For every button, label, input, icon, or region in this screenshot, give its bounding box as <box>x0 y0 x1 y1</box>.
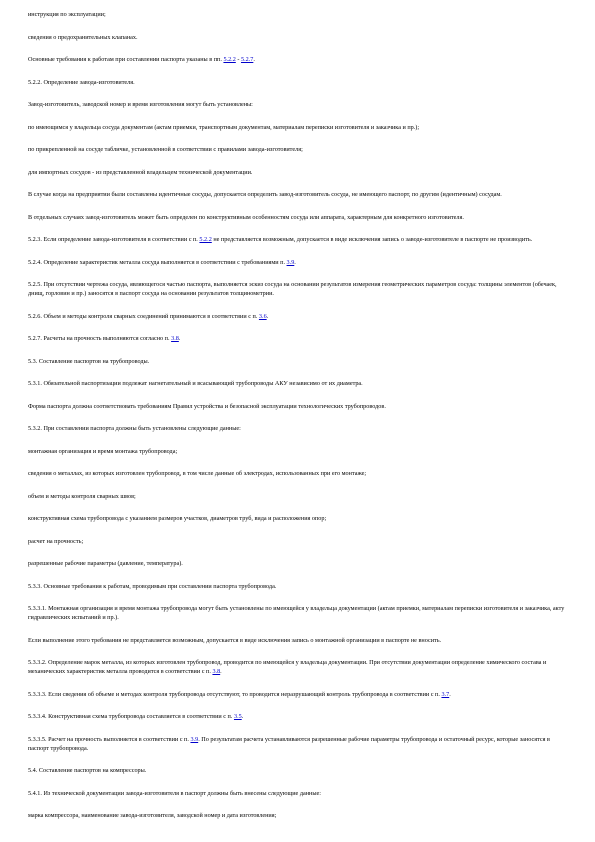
paragraph-text: 5.3.3.4. Конструктивная схема трубопровода составляется в соответствии с п. <box>28 713 234 720</box>
paragraph-text: . По результатам расчета устанавливаются разрешенные рабочие параметры трубопровода и остаточный ресурс, которые заносятся в паспорт трубопровода. <box>28 735 550 752</box>
paragraph-text: 5.4.1. Из технической документации завода-изготовителя в паспорт должны быть внесены следующие данные: <box>28 789 321 797</box>
paragraph-text: монтажная организация и время монтажа трубопровода; <box>28 447 178 455</box>
paragraph-text: 5.3.2. При составлении паспорта должны быть установлены следующие данные: <box>28 425 241 432</box>
paragraph-p31 <box>28 712 566 721</box>
paragraph-p06 <box>28 123 566 132</box>
paragraph-text: сведения о металлах, из которых изготовлен трубопровод, в том числе данные об электродах, использованных при его монтаже; <box>28 470 367 477</box>
paragraph-text: 5.2.6. Объем и методы контроля сварных соединений принимаются в соответствии с п. <box>28 312 259 320</box>
paragraph-p09 <box>28 190 566 199</box>
paragraph-text: 5.3.3.1. Монтажная организация и время монтажа трубопровода могут быть установлены по имеющейся у владельца документации (актам приемки, материалам переписки изготовителя и заказчика, акту гидравлических испытаний и пр.). <box>28 605 565 621</box>
paragraph-p01 <box>28 10 566 19</box>
paragraph-p13 <box>28 280 566 298</box>
paragraph-text: расчет на прочность; <box>28 537 84 545</box>
section-reference-link[interactable]: 3.9 <box>286 258 295 266</box>
paragraph-text: сведения о предохранительных клапанах. <box>28 33 138 41</box>
document-page <box>28 10 566 836</box>
paragraph-p10 <box>28 213 566 222</box>
paragraph-p07 <box>28 145 566 154</box>
paragraph-p11 <box>28 235 566 244</box>
paragraph-text: по прикрепленной на сосуде табличке, установленной в соответствии с правилами завода-изготовителя; <box>28 146 303 153</box>
paragraph-p28 <box>28 636 566 645</box>
paragraph-p18 <box>28 402 566 411</box>
paragraph-text: 5.2.2. Определение завода-изготовителя. <box>28 78 135 86</box>
paragraph-p29 <box>28 658 566 676</box>
paragraph-p30 <box>28 690 566 699</box>
paragraph-text: 5.2.3. Если определение завода-изготовителя в соответствии с п. <box>28 236 200 243</box>
paragraph-text: 5.3.3.5. Расчет на прочность выполняется в соответствии с п. <box>28 735 191 743</box>
paragraph-text: для импортных сосудов - из представленной владельцем технической документации. <box>28 168 253 176</box>
paragraph-text: 5.3.3. Основные требования к работам, проводимым при составлении паспорта трубопровода. <box>28 582 277 590</box>
paragraph-text: 5.3.3.2. Определение марок металла, из которых изготовлен трубопровод, проводится по имеющейся у владельца документации. При отсутствии документации определение химического состава и механических характеристик металла проводится в соответствии с п. <box>28 659 547 675</box>
paragraph-p05 <box>28 100 566 109</box>
paragraph-text: В отдельных случаях завод-изготовитель может быть определен по конструктивным особенностям сосуда или аппарата, характерным для конкретного изготовителя. <box>28 213 464 221</box>
section-reference-link[interactable]: 3.8 <box>171 335 179 342</box>
paragraph-text: Завод-изготовитель, заводской номер и время изготовления могут быть установлены: <box>28 101 253 108</box>
paragraph-text: . <box>253 56 255 63</box>
section-reference-link[interactable]: 3.8 <box>212 668 221 675</box>
paragraph-p14 <box>28 312 566 321</box>
paragraph-text: конструктивная схема трубопровода с указанием размеров участков, диаметров труб, вида и расположения опор; <box>28 515 327 522</box>
paragraph-text: Если выполнение этого требования не представляется возможным, допускается в виде исключения запись о монтажной организации в паспорте не вносить. <box>28 636 442 644</box>
paragraph-p33 <box>28 766 566 775</box>
paragraph-p20 <box>28 447 566 456</box>
section-reference-link[interactable]: 3.9 <box>190 735 199 743</box>
section-reference-link[interactable]: 3.6 <box>258 312 267 320</box>
paragraph-text: инструкция по эксплуатации; <box>28 11 106 18</box>
paragraph-text: разрешенные рабочие параметры (давление, температура). <box>28 560 183 567</box>
section-reference-link[interactable]: 5.2.7 <box>240 56 254 63</box>
paragraph-p21 <box>28 469 566 478</box>
paragraph-p15 <box>28 334 566 343</box>
section-reference-link[interactable]: 5.2.2 <box>199 236 212 243</box>
paragraph-p23 <box>28 514 566 523</box>
paragraph-text: не представляется возможным, допускается в виде исключения запись о заводе-изготовителе в паспорте не производить. <box>211 236 533 243</box>
paragraph-text: Основные требования к работам при составлении паспорта указаны в пп. <box>28 56 224 63</box>
paragraph-text: 5.3.3.3. Если сведения об объеме и методах контроля трубопровода отсутствуют, то проводится неразрушающий контроль трубопровода в соответствии с п. <box>28 690 442 698</box>
paragraph-text: . <box>266 312 269 320</box>
paragraph-p16 <box>28 357 566 366</box>
paragraph-text: Форма паспорта должна соответствовать требованиям Правил устройства и безопасной эксплуатации технологических трубопроводов. <box>28 402 386 410</box>
paragraph-text: . <box>178 335 181 342</box>
paragraph-p24 <box>28 537 566 546</box>
paragraph-text: - <box>235 56 241 63</box>
paragraph-text: . <box>241 713 244 720</box>
paragraph-text: объем и методы контроля сварных швов; <box>28 492 136 500</box>
paragraph-text: . <box>220 668 222 675</box>
paragraph-p34 <box>28 789 566 798</box>
paragraph-p04 <box>28 78 566 87</box>
paragraph-text: марка компрессора, наименование завода-изготовителя, заводской номер и дата изготовления; <box>28 812 277 819</box>
section-reference-link[interactable]: 5.2.2 <box>223 56 236 63</box>
paragraph-text: В случае когда на предприятии были составлены идентичные сосуды, допускается определить завод-изготовитель сосуда, не имеющего паспорт, по другим (идентичным) сосудам. <box>28 191 502 198</box>
paragraph-p17 <box>28 379 566 388</box>
paragraph-text: 5.2.4. Определение характеристик металла сосуда выполняется в соответствии с требованиями п. <box>28 258 287 266</box>
paragraph-p22 <box>28 492 566 501</box>
paragraph-p27 <box>28 604 566 622</box>
paragraph-text: 5.3.1. Обязательной паспортизации подлежат нагнетательный и всасывающий трубопроводы АКУ независимо от их диаметра. <box>28 380 363 387</box>
paragraph-p32 <box>28 735 566 753</box>
section-reference-link[interactable]: 3.7 <box>441 690 450 698</box>
paragraph-p03 <box>28 55 566 64</box>
paragraph-text: 5.2.7. Расчеты на прочность выполняются согласно п. <box>28 335 172 342</box>
paragraph-p19 <box>28 424 566 433</box>
paragraph-text: 5.2.5. При отсутствии чертежа сосуда, являющегося частью паспорта, выполняется эскиз сосуда на основании результатов измерения геометрических параметров сосуда: толщины элементов (обечаек, днищ, горловин и пр.) заносятся в паспорт сосуда на основании результатов толщинометрии. <box>28 281 557 297</box>
section-reference-link[interactable]: 3.5 <box>233 713 242 720</box>
paragraph-text: по имеющимся у владельца сосуда документам (актам приемки, транспортным документам, материалам переписки изготовителя и заказчика и пр.); <box>28 123 420 131</box>
paragraph-text: . <box>294 258 296 266</box>
paragraph-text: 5.3. Составление паспортов на трубопроводы. <box>28 357 150 365</box>
paragraph-p08 <box>28 168 566 177</box>
paragraph-text: . <box>449 690 451 698</box>
paragraph-p25 <box>28 559 566 568</box>
paragraph-p12 <box>28 258 566 267</box>
paragraph-p02 <box>28 33 566 42</box>
paragraph-text: 5.4. Составление паспортов на компрессоры. <box>28 767 147 774</box>
paragraph-p26 <box>28 582 566 591</box>
paragraph-p35 <box>28 811 566 820</box>
